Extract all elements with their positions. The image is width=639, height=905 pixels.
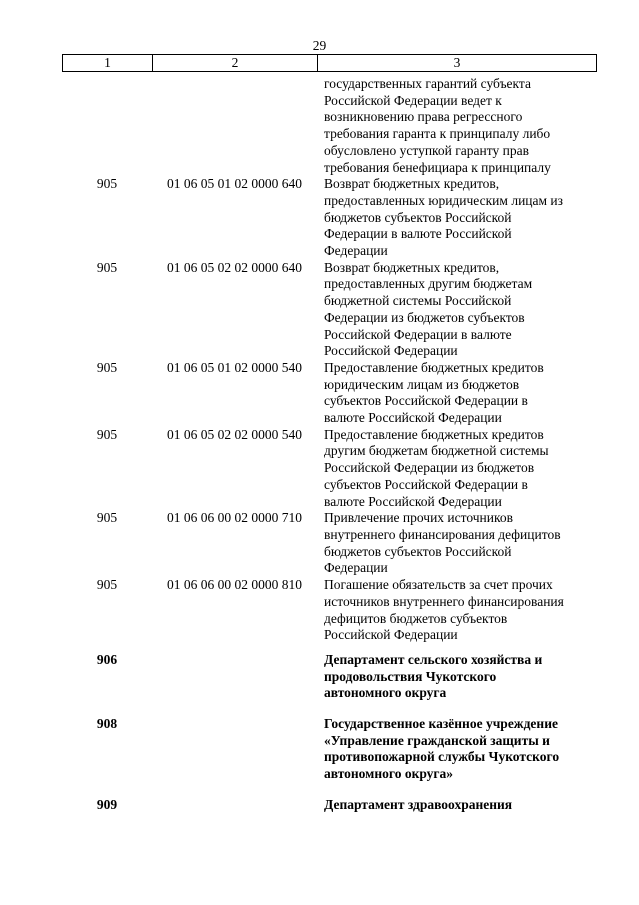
source-code-cell: 01 06 06 00 02 0000 710 — [167, 510, 302, 526]
source-code-cell — [152, 652, 317, 702]
source-code-cell: 01 06 05 02 02 0000 640 — [167, 259, 302, 275]
description-cell — [317, 176, 597, 260]
description-cell — [317, 652, 597, 702]
description-line: автономного округа» — [324, 766, 454, 782]
table-row — [62, 797, 597, 814]
source-code-cell — [152, 76, 317, 176]
admin-code-cell: 905 — [96, 510, 118, 526]
description-line: предоставленных другим бюджетам — [324, 276, 533, 292]
table-header — [62, 54, 597, 72]
description-line: противопожарной службы Чукотского — [324, 749, 560, 765]
description-line: Российской Федерации — [324, 627, 458, 643]
source-code-cell: 01 06 05 01 02 0000 640 — [167, 176, 302, 192]
table-body — [62, 76, 597, 814]
description-line: требования гаранта к принципалу либо — [324, 126, 551, 142]
source-code-cell — [152, 716, 317, 783]
admin-code-cell: 905 — [96, 577, 118, 593]
description-line: Федерации — [324, 560, 388, 576]
description-cell — [317, 427, 597, 511]
description-line: Государственное казённое учреждение — [324, 716, 558, 732]
page-number: 29 — [312, 38, 327, 53]
source-code-cell — [152, 797, 317, 814]
description-line: Департамент здравоохранения — [324, 796, 513, 812]
description-line: автономного округа — [324, 685, 447, 701]
table-row — [62, 76, 597, 176]
description-line: Возврат бюджетных кредитов, — [324, 176, 500, 192]
table-row — [62, 360, 597, 427]
description-line: внутреннего финансирования дефицитов — [324, 526, 561, 542]
description-line: Федерации — [324, 243, 388, 259]
header-col-3: 3 — [453, 55, 461, 70]
description-line: возникновению права регрессного — [324, 109, 523, 125]
table-row — [62, 427, 597, 511]
description-line: бюджетов субъектов Российской — [324, 209, 512, 225]
description-line: Предоставление бюджетных кредитов — [324, 359, 544, 375]
description-line: бюджетной системы Российской — [324, 293, 512, 309]
description-line: Предоставление бюджетных кредитов — [324, 426, 544, 442]
description-line: Департамент сельского хозяйства и — [324, 651, 543, 667]
description-line: Российской Федерации ведет к — [324, 92, 502, 108]
description-line: субъектов Российской Федерации в — [324, 476, 528, 492]
table-row — [62, 577, 597, 644]
source-code-cell: 01 06 05 01 02 0000 540 — [167, 359, 302, 375]
admin-code-cell: 909 — [96, 796, 118, 812]
description-line: «Управление гражданской защиты и — [324, 732, 550, 748]
description-line: обусловлено уступкой гаранту прав — [324, 142, 529, 158]
table-row — [62, 260, 597, 360]
description-line: Погашение обязательств за счет прочих — [324, 577, 553, 593]
description-line: субъектов Российской Федерации в — [324, 393, 528, 409]
admin-code-cell: 905 — [96, 426, 118, 442]
description-line: бюджетов субъектов Российской — [324, 543, 512, 559]
table-row — [62, 652, 597, 702]
description-line: другим бюджетам бюджетной системы — [324, 443, 549, 459]
table-row — [62, 176, 597, 260]
source-code-cell: 01 06 05 02 02 0000 540 — [167, 426, 302, 442]
description-line: Федерации в валюте Российской — [324, 226, 512, 242]
source-code-cell: 01 06 06 00 02 0000 810 — [167, 577, 302, 593]
description-cell — [317, 577, 597, 644]
description-line: валюте Российской Федерации — [324, 493, 502, 509]
header-col-1: 1 — [63, 55, 153, 71]
description-line: требования бенефициара к принципалу — [324, 159, 551, 175]
description-line: продовольствия Чукотского — [324, 668, 497, 684]
admin-code-cell: 905 — [96, 259, 118, 275]
description-line: государственных гарантий субъекта — [324, 76, 531, 91]
admin-code-cell: 908 — [96, 716, 118, 732]
description-line: юридическим лицам из бюджетов — [324, 376, 520, 392]
description-cell — [317, 716, 597, 783]
description-line: Возврат бюджетных кредитов, — [324, 259, 500, 275]
description-line: Привлечение прочих источников — [324, 510, 513, 526]
admin-code-cell: 906 — [96, 651, 118, 667]
description-line: Российской Федерации из бюджетов — [324, 460, 535, 476]
description-line: Российской Федерации в валюте — [324, 326, 512, 342]
table-row — [62, 510, 597, 577]
description-cell — [317, 260, 597, 360]
table-row — [62, 716, 597, 783]
description-line: Федерации из бюджетов субъектов — [324, 309, 525, 325]
description-line: Российской Федерации — [324, 343, 458, 359]
admin-code-cell: 905 — [96, 359, 118, 375]
admin-code-cell — [62, 76, 152, 176]
header-col-2: 2 — [153, 55, 318, 71]
description-line: дефицитов бюджетов субъектов — [324, 610, 508, 626]
description-cell — [317, 76, 597, 176]
description-line: предоставленных юридическим лицам из — [324, 192, 563, 208]
description-cell — [317, 360, 597, 427]
description-line: источников внутреннего финансирования — [324, 593, 564, 609]
description-line: валюте Российской Федерации — [324, 410, 502, 426]
description-cell — [317, 510, 597, 577]
admin-code-cell: 905 — [96, 176, 118, 192]
description-cell — [317, 797, 597, 814]
